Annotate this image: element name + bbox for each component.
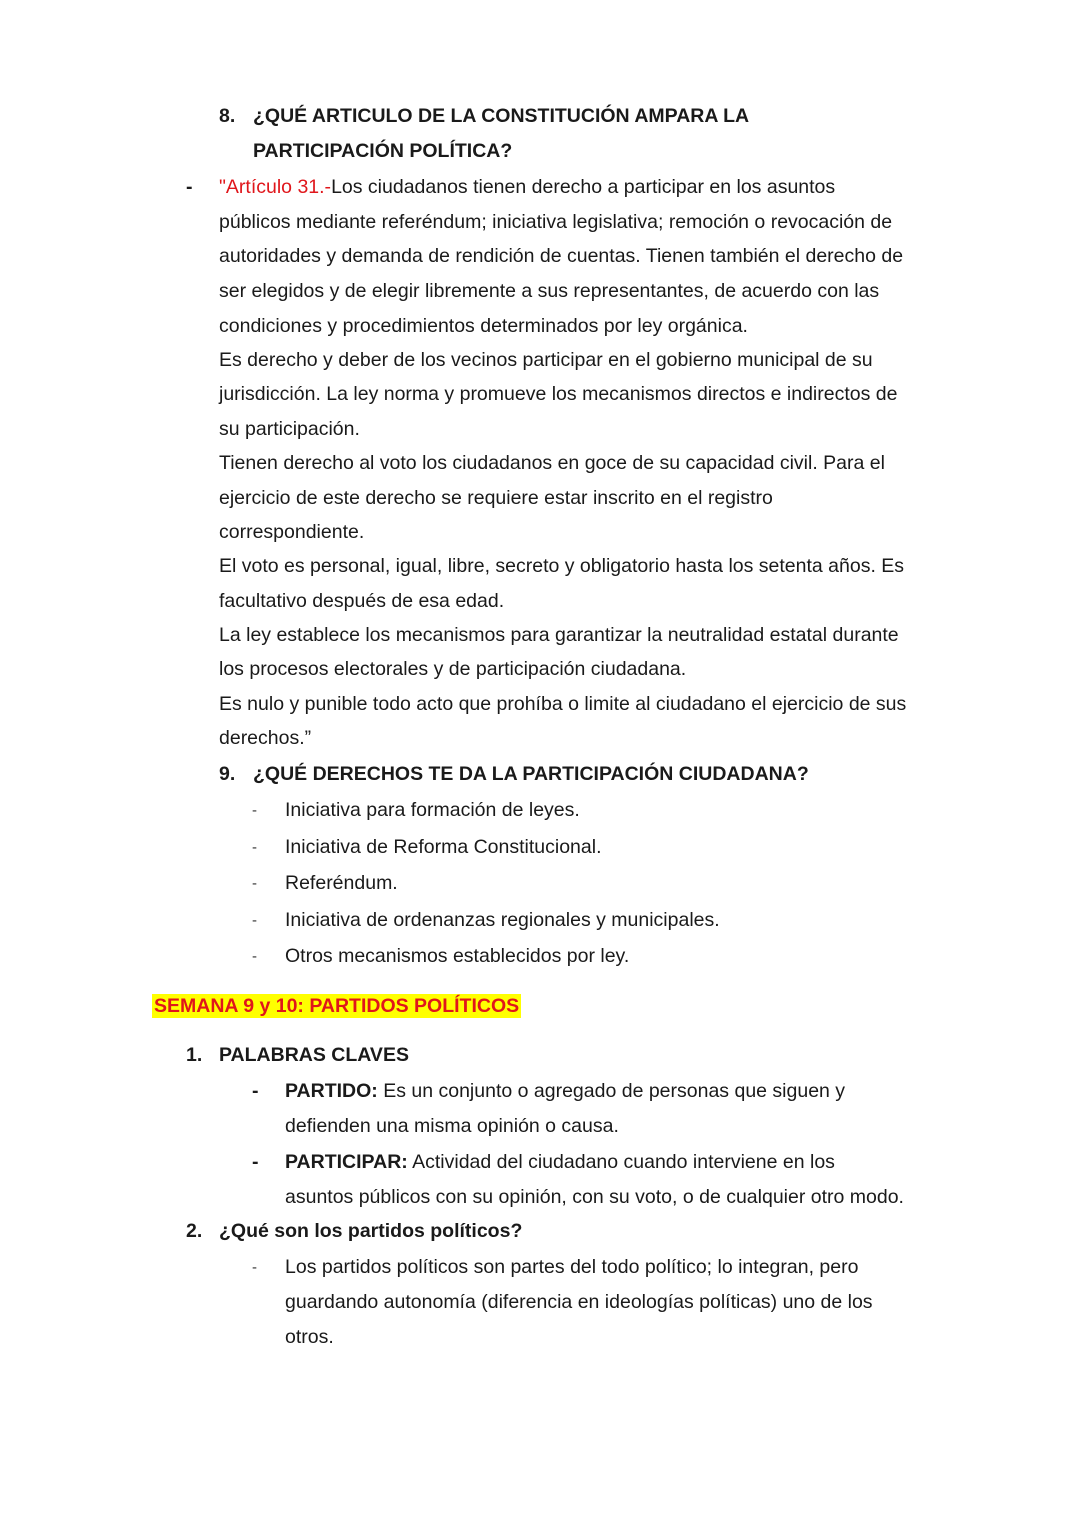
article-line: facultativo después de esa edad. (219, 590, 505, 612)
list-bullet: - (252, 1259, 257, 1276)
list-bullet: - (252, 875, 257, 892)
list-bullet: - (252, 912, 257, 929)
keyword-definition-cont: asuntos públicos con su opinión, con su voto, o de cualquier otro modo. (285, 1186, 904, 1208)
keyword-participar (285, 1150, 835, 1174)
keyword-partido (285, 1079, 845, 1103)
article-line: ser elegidos y de elegir libremente a sus representantes, de acuerdo con las (219, 280, 880, 302)
article-line: condiciones y procedimientos determinados por ley orgánica. (219, 315, 748, 337)
article-line: Es derecho y deber de los vecinos participar en el gobierno municipal de su (219, 349, 873, 371)
list-bullet: - (252, 839, 257, 856)
s2-line: Los partidos políticos son partes del todo político; lo integran, pero (285, 1256, 859, 1278)
q8-number: 8. (219, 105, 236, 127)
q9-title: ¿QUÉ DERECHOS TE DA LA PARTICIPACIÓN CIUDADANA? (253, 763, 809, 785)
article-label: "Artículo 31.- (219, 176, 332, 198)
section-heading: SEMANA 9 y 10: PARTIDOS POLÍTICOS (154, 995, 520, 1017)
q9-item: Referéndum. (285, 872, 398, 894)
article-line: públicos mediante referéndum; iniciativa legislativa; remoción o revocación de (219, 211, 893, 233)
article-line: derechos.” (219, 727, 312, 749)
list-bullet: - (252, 948, 257, 965)
article-line: autoridades y demanda de rendición de cuentas. Tienen también el derecho de (219, 245, 904, 267)
article-line: los procesos electorales y de participación ciudadana. (219, 658, 687, 680)
q9-item: Otros mecanismos establecidos por ley. (285, 945, 630, 967)
article-line: Tienen derecho al voto los ciudadanos en goce de su capacidad civil. Para el (219, 452, 885, 474)
q9-number: 9. (219, 763, 236, 785)
q9-item: Iniciativa para formación de leyes. (285, 799, 580, 821)
article-line: su participación. (219, 418, 360, 440)
keyword-term: PARTIDO: (285, 1080, 378, 1102)
list-bullet: - (252, 1080, 259, 1102)
article-line: jurisdicción. La ley norma y promueve los mecanismos directos e indirectos de (219, 383, 898, 405)
s1-title: PALABRAS CLAVES (219, 1044, 409, 1066)
article-line: Es nulo y punible todo acto que prohíba o limite al ciudadano el ejercicio de sus (219, 693, 907, 715)
s1-number: 1. (186, 1044, 203, 1066)
keyword-definition-cont: defienden una misma opinión o causa. (285, 1115, 619, 1137)
article-line: ejercicio de este derecho se requiere estar inscrito en el registro (219, 487, 773, 509)
s2-number: 2. (186, 1220, 203, 1242)
keyword-definition: Es un conjunto o agregado de personas que siguen y (377, 1080, 846, 1102)
article-first-line (219, 175, 835, 199)
article-line: El voto es personal, igual, libre, secreto y obligatorio hasta los setenta años. Es (219, 555, 905, 577)
s2-line: guardando autonomía (diferencia en ideologías políticas) uno de los (285, 1291, 873, 1313)
q9-item: Iniciativa de Reforma Constitucional. (285, 836, 602, 858)
article-line: correspondiente. (219, 521, 365, 543)
list-bullet: - (252, 802, 257, 819)
keyword-definition: Actividad del ciudadano cuando interviene en los (407, 1151, 835, 1173)
list-bullet: - (252, 1151, 259, 1173)
s2-title: ¿Qué son los partidos políticos? (219, 1220, 523, 1242)
q8-title-line1: ¿QUÉ ARTICULO DE LA CONSTITUCIÓN AMPARA LA (253, 105, 750, 127)
s2-line: otros. (285, 1326, 334, 1348)
article-text: Los ciudadanos tienen derecho a participar en los asuntos (331, 176, 836, 198)
keyword-term: PARTICIPAR: (285, 1151, 408, 1173)
q8-title-line2: PARTICIPACIÓN POLÍTICA? (253, 140, 513, 162)
article-line: La ley establece los mecanismos para garantizar la neutralidad estatal durante (219, 624, 899, 646)
bullet-dash: - (186, 176, 193, 198)
q9-item: Iniciativa de ordenanzas regionales y municipales. (285, 909, 720, 931)
